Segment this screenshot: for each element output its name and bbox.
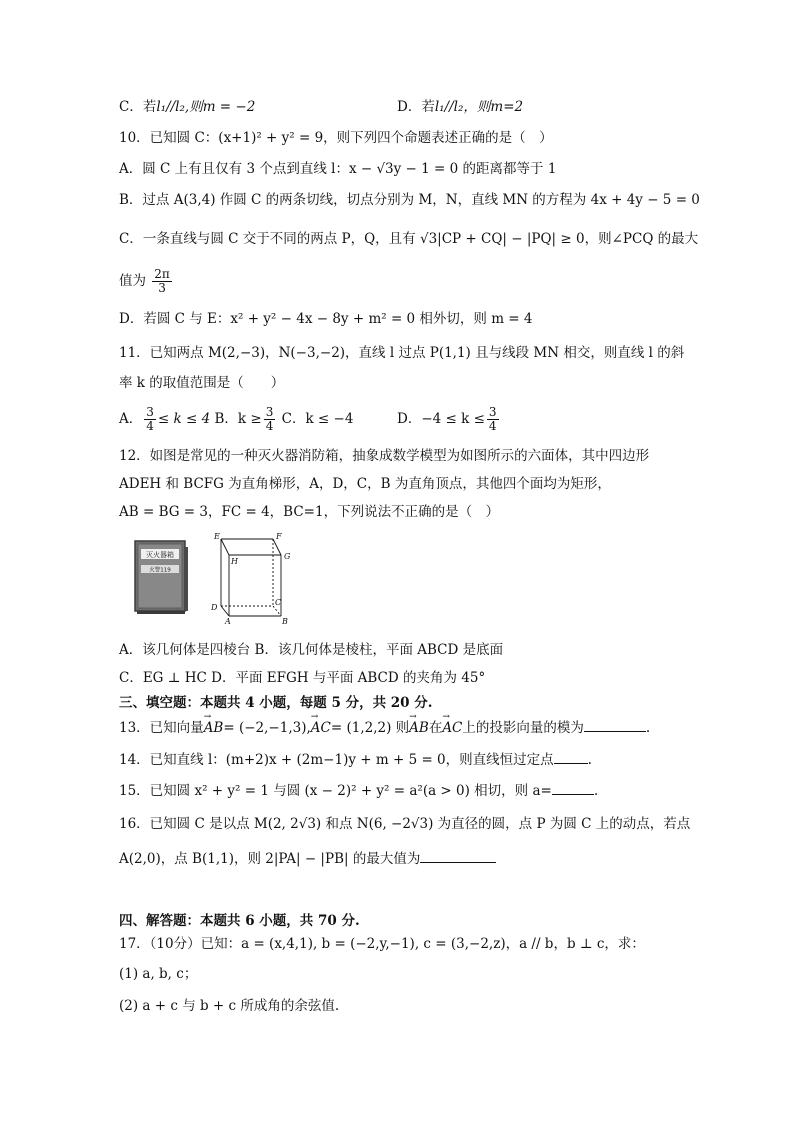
q11-stem-line1: 11．已知两点 M(2,−3)，N(−3,−2)，直线 l 过点 P(1,1) 且与线段 MN 相交，则直线 l 的斜 (119, 345, 685, 361)
q12-options-cd: C．EG ⊥ HC D．平面 EFGH 与平面 ABCD 的夹角为 45° (119, 670, 486, 686)
q10-option-c-line2: 值为 $\frac{2\pi}{3}$ (119, 267, 170, 295)
q17-stem: 17．（10分）已知：a = (x,4,1), b = (−2,y,−1), c = (3,−2,z)，a // b，b ⊥ c，求： (119, 936, 645, 952)
q10-option-a: A．圆 C 上有且仅有 3 个点到直线 l：x − √3y − 1 = 0 的距离都等于 1 (119, 161, 557, 177)
q12-options-ab: A．该几何体是四棱台 B．该几何体是棱柱，平面 ABCD 是底面 (119, 642, 504, 658)
q12-stem-line2: ADEH 和 BCFG 为直角梯形，A，D，C，B 为直角顶点，其他四个面均为矩形， (119, 476, 611, 492)
fraction: $\frac{3}{4}$ (265, 405, 274, 433)
q16-line2: A(2,0)，点 B(1,1)，则 2|PA| − |PB| 的最大值为 (119, 848, 496, 869)
fraction: $\frac{3}{4}$ (146, 405, 154, 433)
q11-options: A． $\frac{3}{4}$ ≤ k ≤ 4 B．k ≥ $\frac{3}{4}$ C．k ≤ −4 (119, 405, 354, 433)
answer-blank (584, 717, 646, 732)
answer-blank (554, 749, 588, 764)
label-g: G (284, 552, 291, 561)
q14: 14．已知直线 l：(m+2)x + (2m−1)y + m + 5 = 0，则直线恒过定点 . (119, 749, 592, 770)
q12-stem-line3: AB = BG = 3，FC = 4，BC=1，下列说法不正确的是（ ） (119, 504, 500, 520)
section-3-heading: 三、填空题：本题共 4 小题，每题 5 分，共 20 分. (119, 695, 433, 711)
label-e: E (214, 532, 220, 541)
hexahedron-diagram (205, 530, 300, 625)
q10-option-c-line1: C．一条直线与圆 C 交于不同的两点 P，Q，且有 √3|CP + CQ| − |PQ| ≥ 0，则∠PCQ 的最大 (119, 231, 699, 247)
label-a: A (225, 617, 231, 625)
q16-line1: 16．已知圆 C 是以点 M(2, 2√3) 和点 N(6, −2√3) 为直径的圆，点 P 为圆 C 上的动点，若点 (119, 816, 691, 832)
fraction: $\frac{3}{4}$ (488, 405, 497, 433)
q10-option-d: D．若圆 C 与 E：x² + y² − 4x − 8y + m² = 0 相外切，则 m = 4 (119, 311, 533, 327)
q9-option-d: D．若l₁//l₂，则m=2 (397, 99, 524, 115)
q10-stem: 10．已知圆 C：(x+1)² + y² = 9，则下列四个命题表述正确的是（ ） (119, 130, 553, 146)
q17-part-2: (2) a + c 与 b + c 所成角的余弦值. (119, 998, 340, 1014)
fire-extinguisher-box-image (133, 539, 189, 615)
box-title-text: 灭火器箱 (146, 551, 174, 559)
q11-option-d: D．−4 ≤ k ≤ $\frac{3}{4}$ (397, 405, 497, 433)
q11-stem-line2: 率 k 的取值范围是（ ） (119, 375, 285, 391)
q15: 15．已知圆 x² + y² = 1 与圆 (x − 2)² + y² = a²(a > 0) 相切，则 a= . (119, 780, 598, 801)
fraction: $\frac{2\pi}{3}$ (154, 267, 170, 295)
label-b: B (282, 617, 288, 625)
answer-blank (552, 780, 594, 795)
box-tel-text: 火警119 (149, 567, 171, 574)
label-f: F (276, 532, 282, 541)
q12-stem-line1: 12．如图是常见的一种灭火器消防箱，抽象成数学模型为如图所示的六面体，其中四边形 (119, 448, 650, 464)
q9-option-c: C．若l₁//l₂,则m = −2 (119, 99, 256, 115)
section-4-heading: 四、解答题：本题共 6 小题，共 70 分. (119, 913, 360, 929)
label-h: H (231, 557, 238, 566)
answer-blank (420, 848, 496, 863)
label-d: D (211, 603, 218, 612)
q10-option-b: B．过点 A(3,4) 作圆 C 的两条切线，切点分别为 M，N，直线 MN 的方程为 4x + 4y − 5 = 0 (119, 192, 700, 208)
q13: 13．已知向量→ AB= (−2,−1,3),→ AC= (1,2,2) 则→ AB在→ AC上的投影向量的模为 . (119, 717, 650, 738)
label-c: C (275, 598, 282, 607)
q17-part-1: (1) a, b, c； (119, 966, 198, 982)
